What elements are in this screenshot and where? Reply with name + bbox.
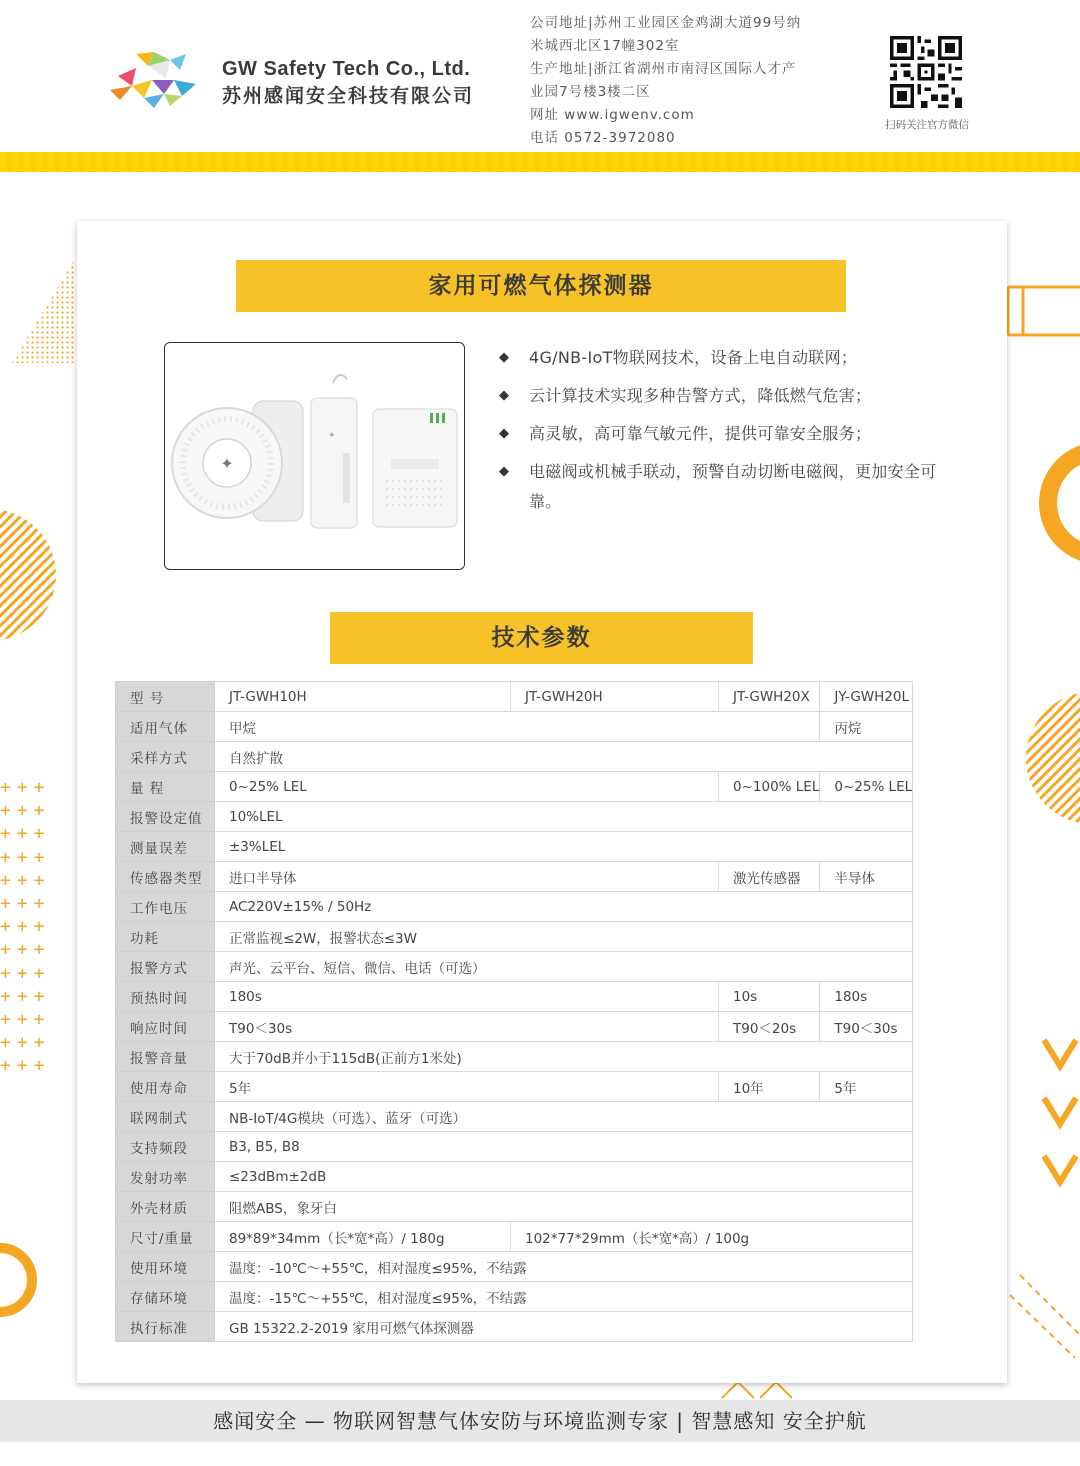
spec-label: 存储环境	[116, 1282, 215, 1312]
feature-text: 高灵敏，高可靠气敏元件，提供可靠安全服务；	[529, 424, 872, 443]
spec-row	[116, 952, 913, 982]
spec-row	[116, 1042, 913, 1072]
spec-row	[116, 1192, 913, 1222]
spec-row	[116, 1132, 913, 1162]
spec-value: 温度：-15℃～+55℃，相对湿度≤95%，不结露	[215, 1282, 913, 1312]
feature-list	[499, 343, 939, 525]
diamond-bullet-icon: ◆	[499, 464, 510, 479]
spec-row	[116, 1252, 913, 1282]
spec-value: T90＜30s	[215, 1012, 719, 1042]
contact-line: 网址 www.igwenv.com	[530, 107, 695, 123]
spec-value: 声光、云平台、短信、微信、电话（可选）	[215, 952, 913, 982]
spec-value: 进口半导体	[215, 862, 719, 892]
spec-label: 尺寸/重量	[116, 1222, 215, 1252]
spec-value: ±3%LEL	[215, 832, 913, 862]
spec-value: JT-GWH10H	[215, 682, 511, 712]
spec-value: 0~25% LEL	[820, 772, 913, 802]
spec-row	[116, 772, 913, 802]
spec-value: 0~100% LEL	[719, 772, 820, 802]
dotted-triangle-decor	[10, 255, 78, 367]
diamond-bullet-icon: ◆	[499, 426, 510, 441]
feature-item	[499, 457, 939, 517]
spec-row	[116, 1162, 913, 1192]
outline-rect-decor	[1005, 284, 1080, 338]
feature-text: 4G/NB-IoT物联网技术，设备上电自动联网；	[529, 348, 858, 367]
spec-value: 5年	[215, 1072, 719, 1102]
spec-row	[116, 682, 913, 712]
contact-line: 米城西北区17幢302室	[530, 38, 680, 54]
spec-label: 响应时间	[116, 1012, 215, 1042]
footer-triangle-decor	[720, 1380, 810, 1400]
qr-code[interactable]	[890, 36, 962, 108]
spec-value: 10s	[719, 982, 820, 1012]
spec-value: 89*89*34mm（长*宽*高）/ 180g	[215, 1222, 511, 1252]
spec-label: 报警方式	[116, 952, 215, 982]
spec-value: 甲烷	[215, 712, 820, 742]
contact-line: 生产地址|浙江省湖州市南浔区国际人才产	[530, 61, 797, 77]
spec-label: 使用环境	[116, 1252, 215, 1282]
spec-label: 外壳材质	[116, 1192, 215, 1222]
spec-label: 使用寿命	[116, 1072, 215, 1102]
spec-row	[116, 1012, 913, 1042]
plus-grid-decor: +++ +++ +++ +++ +++ +++ +++ +++ +++ +++ +++ +++ +++	[0, 777, 51, 1077]
spec-label: 联网制式	[116, 1102, 215, 1132]
diamond-bullet-icon: ◆	[499, 350, 510, 365]
spec-value: NB-IoT/4G模块（可选）、蓝牙（可选）	[215, 1102, 913, 1132]
params-title: 技术参数	[330, 612, 753, 664]
spec-row	[116, 1222, 913, 1252]
spec-value: 温度：-10℃～+55℃，相对湿度≤95%，不结露	[215, 1252, 913, 1282]
spec-value: 丙烷	[820, 712, 913, 742]
chevrons-decor	[1040, 1036, 1080, 1196]
spec-value: 自然扩散	[215, 742, 913, 772]
spec-label: 预热时间	[116, 982, 215, 1012]
spec-row	[116, 1072, 913, 1102]
dashed-lines-decor	[1005, 1270, 1080, 1360]
spec-value: 5年	[820, 1072, 913, 1102]
striped-circle-decor	[0, 505, 60, 645]
spec-value: T90＜30s	[820, 1012, 913, 1042]
feature-text: 云计算技术实现多种告警方式，降低燃气危害；	[529, 386, 872, 405]
spec-value: JT-GWH20H	[511, 682, 719, 712]
spec-label: 测量误差	[116, 832, 215, 862]
spec-value: T90＜20s	[719, 1012, 820, 1042]
spec-label: 传感器类型	[116, 862, 215, 892]
spec-table	[115, 681, 913, 1342]
spec-value: 激光传感器	[719, 862, 820, 892]
spec-row	[116, 832, 913, 862]
product-title: 家用可燃气体探测器	[236, 260, 846, 312]
company-name-en: GW Safety Tech Co., Ltd.	[222, 58, 471, 80]
product-image	[164, 342, 465, 570]
product-card	[77, 221, 1007, 1383]
feature-item	[499, 419, 939, 449]
qr-caption: 扫码关注官方微信	[885, 119, 969, 131]
header	[0, 0, 1080, 150]
company-logo	[108, 50, 200, 110]
spec-value: 正常监视≤2W，报警状态≤3W	[215, 922, 913, 952]
svg-text:✦: ✦	[220, 454, 234, 473]
spec-value: GB 15322.2-2019 家用可燃气体探测器	[215, 1312, 913, 1342]
spec-label: 工作电压	[116, 892, 215, 922]
spec-value: 0~25% LEL	[215, 772, 719, 802]
spec-row	[116, 982, 913, 1012]
spec-value: B3, B5, B8	[215, 1132, 913, 1162]
spec-row	[116, 1312, 913, 1342]
spec-label: 功耗	[116, 922, 215, 952]
spec-label: 报警设定值	[116, 802, 215, 832]
spec-label: 适用气体	[116, 712, 215, 742]
contact-line: 电话 0572-3972080	[530, 130, 676, 146]
spec-label: 报警音量	[116, 1042, 215, 1072]
spec-value: AC220V±15% / 50Hz	[215, 892, 913, 922]
spec-label: 量 程	[116, 772, 215, 802]
spec-value: 10年	[719, 1072, 820, 1102]
spec-label: 型 号	[116, 682, 215, 712]
spec-row	[116, 802, 913, 832]
spec-value: 102*77*29mm（长*宽*高）/ 100g	[511, 1222, 913, 1252]
spec-row	[116, 1102, 913, 1132]
arc-decor	[1020, 438, 1080, 568]
spec-value: 180s	[820, 982, 913, 1012]
contact-line: 公司地址|苏州工业园区金鸡湖大道99号纳	[530, 15, 802, 31]
spec-row	[116, 892, 913, 922]
ring-decor	[0, 1240, 50, 1320]
spec-label: 采样方式	[116, 742, 215, 772]
spec-value: 180s	[215, 982, 719, 1012]
spec-label: 发射功率	[116, 1162, 215, 1192]
feature-item	[499, 381, 939, 411]
contact-info	[530, 12, 830, 150]
spec-value: 半导体	[820, 862, 913, 892]
spec-row	[116, 1282, 913, 1312]
spec-row	[116, 862, 913, 892]
diamond-bullet-icon: ◆	[499, 388, 510, 403]
spec-row	[116, 922, 913, 952]
spec-label: 支持频段	[116, 1132, 215, 1162]
spec-row	[116, 742, 913, 772]
striped-circle-right-decor	[1020, 688, 1080, 828]
spec-value: 10%LEL	[215, 802, 913, 832]
spec-row	[116, 712, 913, 742]
contact-line: 业园7号楼3楼二区	[530, 84, 651, 100]
spec-value: 阻燃ABS，象牙白	[215, 1192, 913, 1222]
spec-value: 大于70dB并小于115dB(正前方1米处)	[215, 1042, 913, 1072]
spec-value: JY-GWH20L	[820, 682, 913, 712]
detector-illustration	[165, 343, 464, 569]
spec-value: ≤23dBm±2dB	[215, 1162, 913, 1192]
feature-item	[499, 343, 939, 373]
feature-text: 电磁阀或机械手联动，预警自动切断电磁阀，更加安全可靠。	[529, 462, 937, 511]
spec-label: 执行标准	[116, 1312, 215, 1342]
company-name-cn: 苏州感闻安全科技有限公司	[222, 85, 475, 107]
yellow-divider-bar	[0, 152, 1080, 172]
footer-slogan: 感闻安全 — 物联网智慧气体安防与环境监测专家 | 智慧感知 安全护航	[0, 1400, 1080, 1442]
svg-text:✦: ✦	[328, 431, 336, 441]
spec-value: JT-GWH20X	[719, 682, 820, 712]
